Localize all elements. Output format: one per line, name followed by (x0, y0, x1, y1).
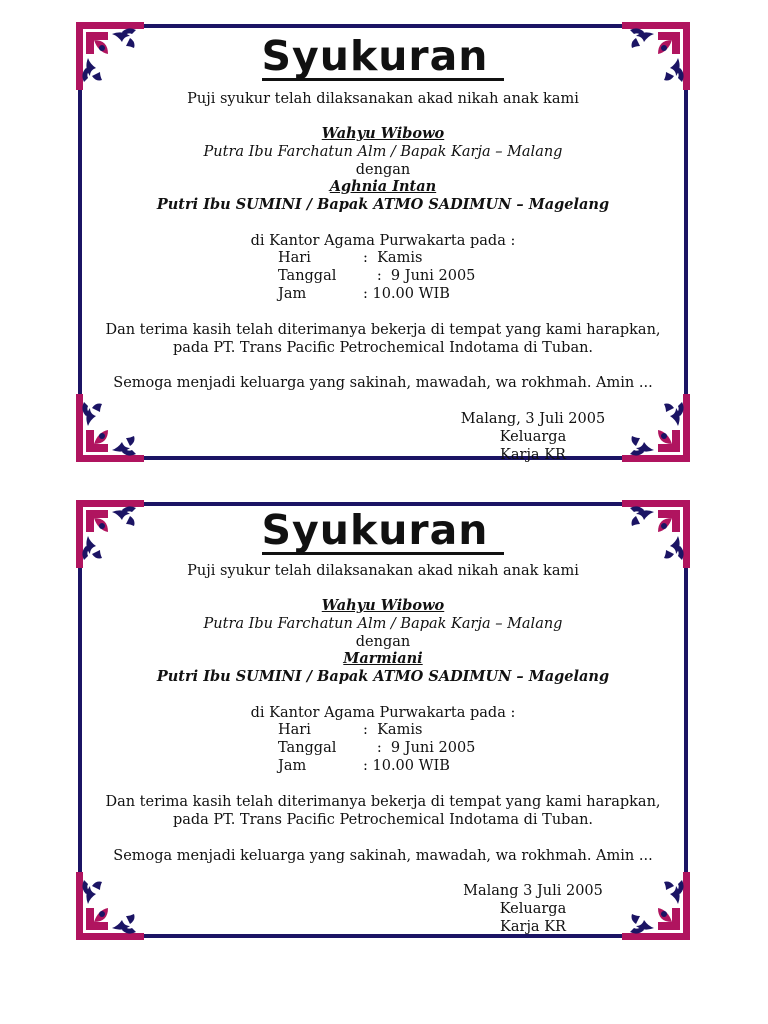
schedule-date: Tanggal : 9 Juni 2005 (278, 740, 476, 756)
signature-name: Karja KR (500, 447, 566, 463)
thanks-line-1: Dan terima kasih telah diterimanya bekerja di tempat yang kami harapkan, (105, 322, 661, 338)
bride-name: Marmiani (343, 650, 423, 667)
schedule-day: Hari : Kamis (278, 250, 423, 266)
bride-name: Aghnia Intan (329, 178, 437, 195)
invitation-card-2 (72, 496, 694, 944)
signature-place-date: Malang, 3 Juli 2005 (460, 411, 606, 427)
thanks-line-1: Dan terima kasih telah diterimanya bekerja di tempat yang kami harapkan, (105, 794, 661, 810)
schedule-time: Jam : 10.00 WIB (278, 286, 450, 302)
wish-text: Semoga menjadi keluarga yang sakinah, mawadah, wa rokhmah. Amin ... (113, 848, 653, 864)
schedule-day: Hari : Kamis (278, 722, 423, 738)
signature-name: Karja KR (500, 919, 566, 935)
corner-ornament-icon (72, 868, 148, 944)
conjunction: dengan (355, 634, 411, 650)
thanks-line-2: pada PT. Trans Pacific Petrochemical Indotama di Tuban. (172, 340, 594, 356)
groom-name: Wahyu Wibowo (321, 125, 445, 142)
groom-parents: Putra Ibu Farchatun Alm / Bapak Karja – Malang (203, 616, 563, 632)
signature-label: Keluarga (499, 429, 567, 445)
card-title: Syukuran (72, 32, 694, 81)
groom-parents: Putra Ibu Farchatun Alm / Bapak Karja – Malang (203, 144, 563, 160)
venue-text: di Kantor Agama Purwakarta pada : (250, 705, 516, 721)
invitation-card-1 (72, 18, 694, 466)
card-title: Syukuran (72, 506, 694, 555)
venue-text: di Kantor Agama Purwakarta pada : (250, 233, 516, 249)
signature-label: Keluarga (499, 901, 567, 917)
intro-text: Puji syukur telah dilaksanakan akad nikah anak kami (187, 91, 579, 107)
thanks-line-2: pada PT. Trans Pacific Petrochemical Indotama di Tuban. (172, 812, 594, 828)
wish-text: Semoga menjadi keluarga yang sakinah, mawadah, wa rokhmah. Amin ... (113, 375, 653, 391)
schedule-date: Tanggal : 9 Juni 2005 (278, 268, 476, 284)
bride-parents: Putri Ibu SUMINI / Bapak ATMO SADIMUN – Magelang (156, 668, 610, 685)
bride-parents: Putri Ibu SUMINI / Bapak ATMO SADIMUN – Magelang (156, 196, 610, 213)
signature-place-date: Malang 3 Juli 2005 (463, 883, 603, 899)
corner-ornament-icon (72, 390, 148, 466)
schedule-time: Jam : 10.00 WIB (278, 758, 450, 774)
conjunction: dengan (355, 162, 411, 178)
groom-name: Wahyu Wibowo (321, 597, 445, 614)
intro-text: Puji syukur telah dilaksanakan akad nikah anak kami (187, 563, 579, 579)
